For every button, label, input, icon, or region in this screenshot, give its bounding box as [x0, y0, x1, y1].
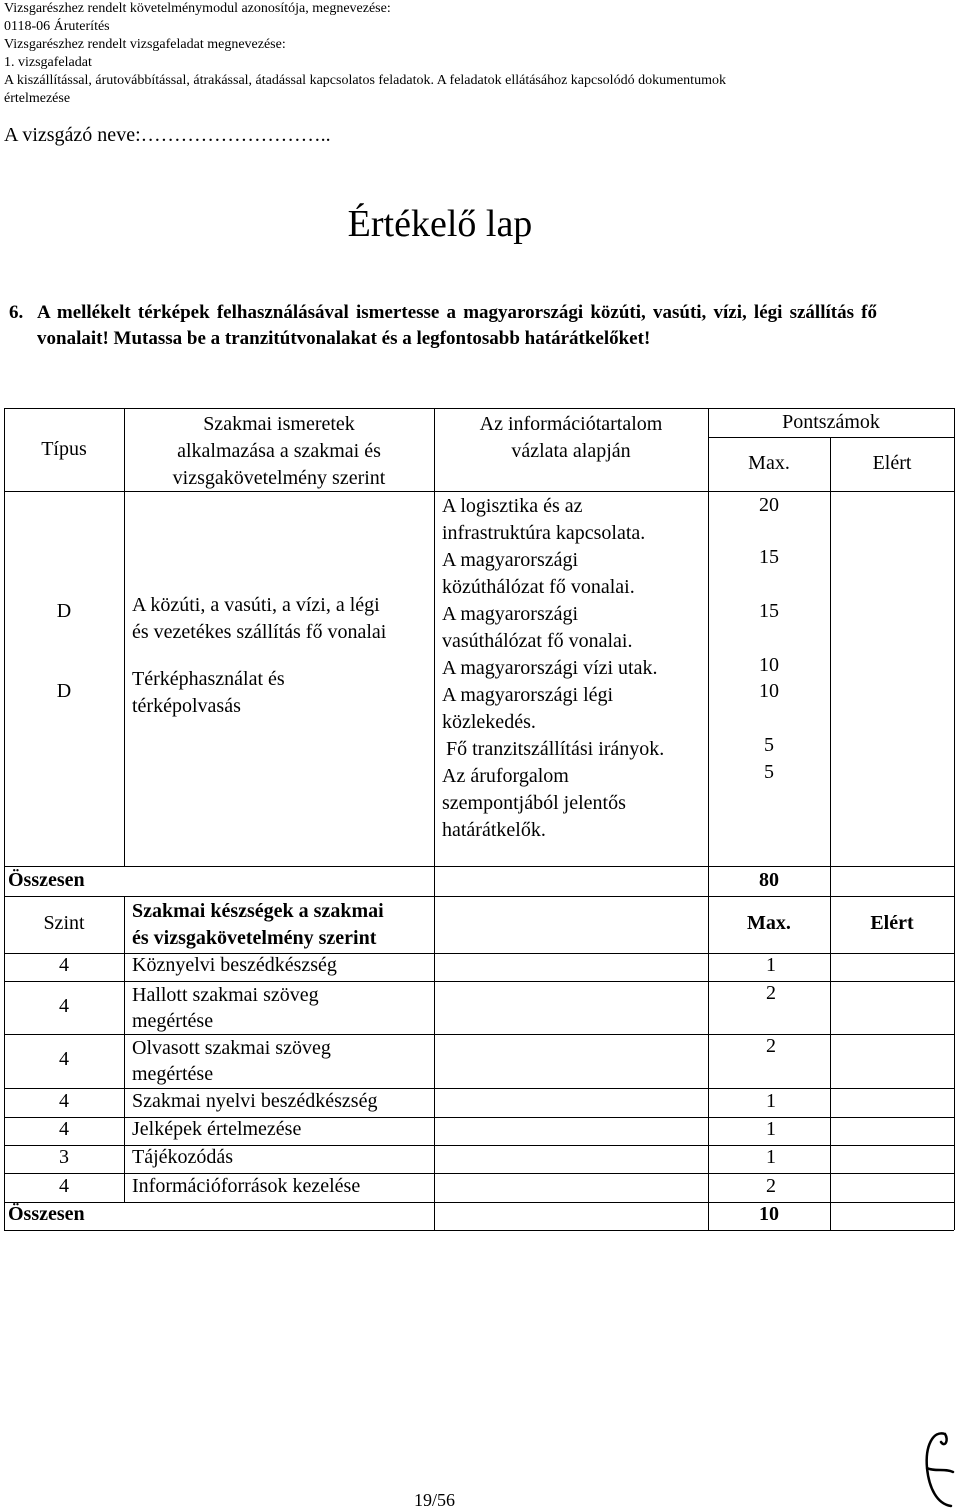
table-border — [830, 896, 831, 1230]
max-value: 2 — [766, 1035, 776, 1057]
info-line: Fő tranzitszállítási irányok. — [446, 738, 665, 760]
header-skills — [124, 411, 434, 492]
skill-line: megértése — [132, 1063, 214, 1085]
table-border — [434, 896, 435, 1230]
max-value: 5 — [764, 734, 774, 756]
skill-cell: Információforrások kezelése — [132, 1175, 361, 1197]
signature-mark — [915, 1428, 960, 1512]
info-line: A magyarországi vízi utak. — [442, 657, 658, 679]
header-elert: Elért — [870, 912, 914, 934]
info-line: A magyarországi — [442, 603, 579, 625]
header-max: Max. — [747, 912, 791, 934]
skill-cell — [132, 1035, 331, 1087]
task-text: A mellékelt térképek felhasználásával ismertesse a magyarországi közúti, vasúti, vízi, légi szállítás fő vonalait! Mutassa be a tranzitútvonalakat és a legfontosabb határátkelőket! — [37, 302, 877, 349]
total-value: 80 — [759, 869, 779, 891]
examinee-name-field: A vizsgázó neve:……………………….. — [4, 124, 331, 146]
page-number: 19/56 — [414, 1490, 456, 1510]
max-value: 1 — [766, 1090, 776, 1112]
header-info — [434, 411, 708, 465]
table-border — [4, 408, 5, 896]
header-line: 0118-06 Áruterítés — [4, 19, 110, 34]
header-skills2-line: Szakmai készségek a szakmai — [132, 900, 384, 922]
skill-line: A közúti, a vasúti, a vízi, a légi — [132, 594, 380, 616]
header-max: Max. — [748, 452, 790, 474]
table-border — [954, 408, 955, 896]
table-border — [4, 1088, 954, 1089]
info-cell — [442, 493, 664, 844]
info-line: közúthálózat fő vonalai. — [442, 576, 635, 598]
header-line: értelmezése — [4, 91, 71, 106]
type-cell: D — [56, 600, 72, 622]
table-border — [434, 408, 435, 896]
header-pontszamok: Pontszámok — [782, 411, 880, 433]
max-value: 1 — [766, 1146, 776, 1168]
info-line: infrastruktúra kapcsolata. — [442, 522, 646, 544]
max-value: 15 — [759, 600, 779, 622]
skill-cell — [132, 666, 285, 720]
header-tipus: Típus — [41, 438, 87, 460]
info-line: határátkelők. — [442, 819, 546, 841]
level-cell: 4 — [59, 1090, 69, 1112]
header-skills2 — [132, 898, 384, 952]
table-border — [124, 896, 125, 1202]
info-line: közlekedés. — [442, 711, 536, 733]
skill-line: Térképhasználat és — [132, 668, 285, 690]
page-title: Értékelő lap — [347, 203, 533, 245]
skill-line: és vezetékes szállítás fő vonalai — [132, 621, 387, 643]
table-border — [4, 866, 954, 867]
info-line: vasúthálózat fő vonalai. — [442, 630, 633, 652]
type-cell: D — [56, 680, 72, 702]
task-number: 6. — [9, 302, 24, 323]
header-skills-line: vizsgakövetelmény szerint — [172, 467, 386, 489]
level-cell: 4 — [59, 1048, 69, 1070]
total-label: Összesen — [8, 1203, 85, 1225]
header-info-line: Az információtartalom — [479, 413, 663, 435]
task-description — [9, 300, 877, 352]
skill-line: térképolvasás — [132, 695, 241, 717]
level-cell: 3 — [59, 1146, 69, 1168]
total-value: 10 — [759, 1203, 779, 1225]
skill-line: Olvasott szakmai szöveg — [132, 1037, 331, 1059]
skill-cell — [132, 592, 386, 646]
header-szint: Szint — [43, 912, 85, 934]
header-skills2-line: és vizsgakövetelmény szerint — [132, 927, 377, 949]
document-header — [4, 0, 726, 108]
total-label: Összesen — [8, 869, 85, 891]
info-line: Az áruforgalom — [442, 765, 569, 787]
table-border — [954, 896, 955, 1230]
info-line: szempontjából jelentős — [442, 792, 626, 814]
skill-cell: Tájékozódás — [132, 1146, 234, 1168]
header-line: 1. vizsgafeladat — [4, 55, 92, 70]
info-line: A magyarországi — [442, 549, 579, 571]
table-border — [4, 1173, 954, 1174]
header-line: Vizsgarészhez rendelt követelménymodul azonosítója, megnevezése: — [4, 1, 391, 16]
max-value: 20 — [759, 494, 779, 516]
skill-cell: Szakmai nyelvi beszédkészség — [132, 1090, 378, 1112]
max-value: 10 — [759, 680, 779, 702]
skill-cell — [132, 982, 319, 1034]
level-cell: 4 — [59, 1118, 69, 1140]
header-line: Vizsgarészhez rendelt vizsgafeladat megnevezése: — [4, 37, 286, 52]
max-value: 1 — [766, 954, 776, 976]
max-value: 2 — [766, 1175, 776, 1197]
info-line: A logisztika és az — [442, 495, 583, 517]
max-value: 15 — [759, 546, 779, 568]
table-border — [4, 896, 954, 897]
level-cell: 4 — [59, 995, 69, 1017]
header-info-line: vázlata alapján — [511, 440, 631, 462]
header-line: A kiszállítással, árutovábbítással, átrakással, átadással kapcsolatos feladatok. A feladatok ellátásához kapcsolódó dokumentumok — [4, 73, 726, 88]
max-value: 2 — [766, 982, 776, 1004]
max-value: 5 — [764, 761, 774, 783]
max-value: 10 — [759, 654, 779, 676]
header-skills-line: alkalmazása a szakmai és — [177, 440, 381, 462]
skill-cell: Köznyelvi beszédkészség — [132, 954, 337, 976]
table-border — [708, 408, 709, 896]
info-line: A magyarországi légi — [442, 684, 614, 706]
table-border — [708, 896, 709, 1230]
header-skills-line: Szakmai ismeretek — [203, 413, 355, 435]
table-border — [830, 437, 831, 896]
table-border — [4, 408, 954, 409]
level-cell: 4 — [59, 1175, 69, 1197]
max-value: 1 — [766, 1118, 776, 1140]
level-cell: 4 — [59, 954, 69, 976]
table-border — [708, 437, 954, 438]
header-elert: Elért — [872, 452, 912, 474]
skill-line: Hallott szakmai szöveg — [132, 984, 319, 1006]
table-border — [4, 1230, 954, 1231]
skill-cell: Jelképek értelmezése — [132, 1118, 302, 1140]
skill-line: megértése — [132, 1010, 214, 1032]
